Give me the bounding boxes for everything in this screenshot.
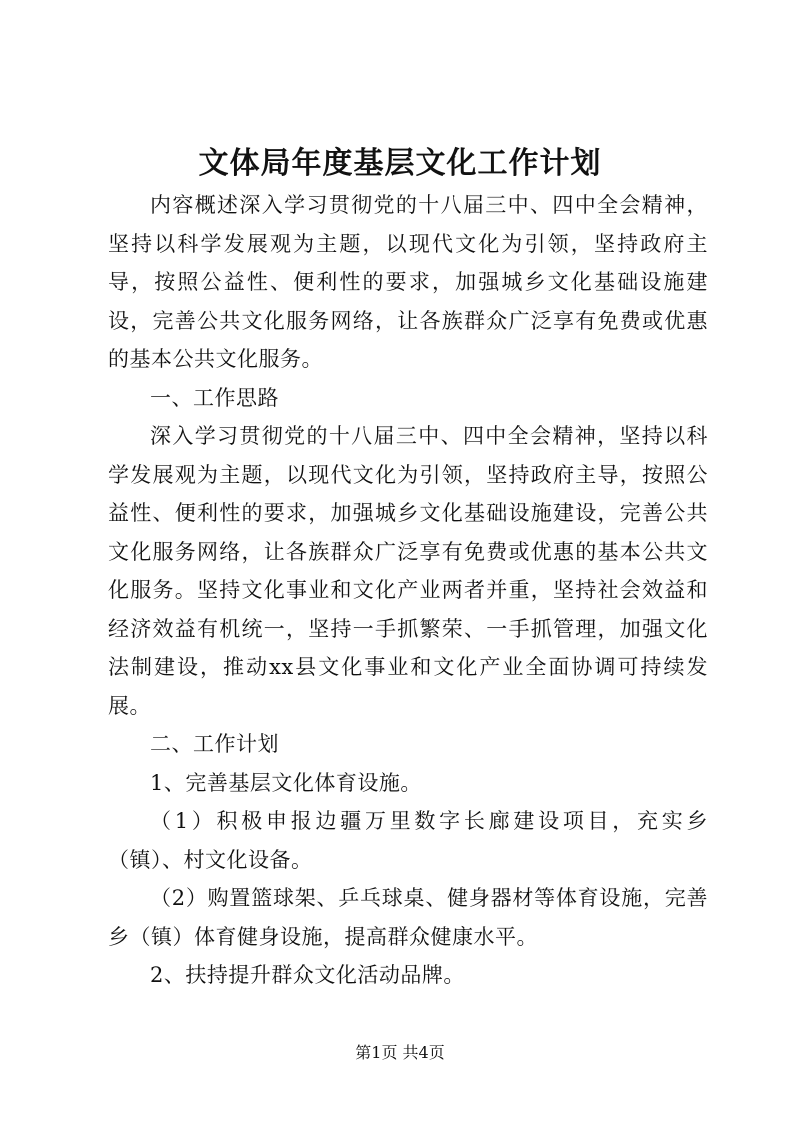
section-heading-work-plan: 二、工作计划 — [150, 732, 279, 756]
document-body — [108, 186, 708, 995]
document-title: 文体局年度基层文化工作计划 — [198, 146, 602, 181]
page-number: 第1页 共4页 — [355, 1043, 445, 1062]
plan-item-2: 2、扶持提升群众文化活动品牌。 — [150, 963, 465, 987]
plan-subitem-2: （2）购置篮球架、乒乓球桌、健身器材等体育设施，完善乡（镇）体育健身设施，提高群众健康水平。 — [108, 886, 708, 949]
section-heading-work-ideas: 一、工作思路 — [150, 385, 279, 410]
work-ideas-paragraph: 深入学习贯彻党的十八届三中、四中全会精神，坚持以科学发展观为主题，以现代文化为引领，坚持政府主导，按照公益性、便利性的要求，加强城乡文化基础设施建设，完善公共文化服务网络，让各族群众广泛享有免费或优惠的基本公共文化服务。坚持文化事业和文化产业两者并重，坚持社会效益和经济效益有机统一，坚持一手抓繁荣、一手抓管理，加强文化法制建设，推动xx县文化事业和文化产业全面协调可持续发展。 — [108, 424, 708, 718]
plan-subitem-1: （1）积极申报边疆万里数字长廊建设项目，充实乡（镇）、村文化设备。 — [108, 809, 708, 872]
summary-paragraph: 内容概述深入学习贯彻党的十八届三中、四中全会精神，坚持以科学发展观为主题，以现代文化为引领，坚持政府主导，按照公益性、便利性的要求，加强城乡文化基础设施建设，完善公共文化服务网络，让各族群众广泛享有免费或优惠的基本公共文化服务。 — [108, 193, 708, 371]
plan-item-1: 1、完善基层文化体育设施。 — [150, 770, 422, 795]
